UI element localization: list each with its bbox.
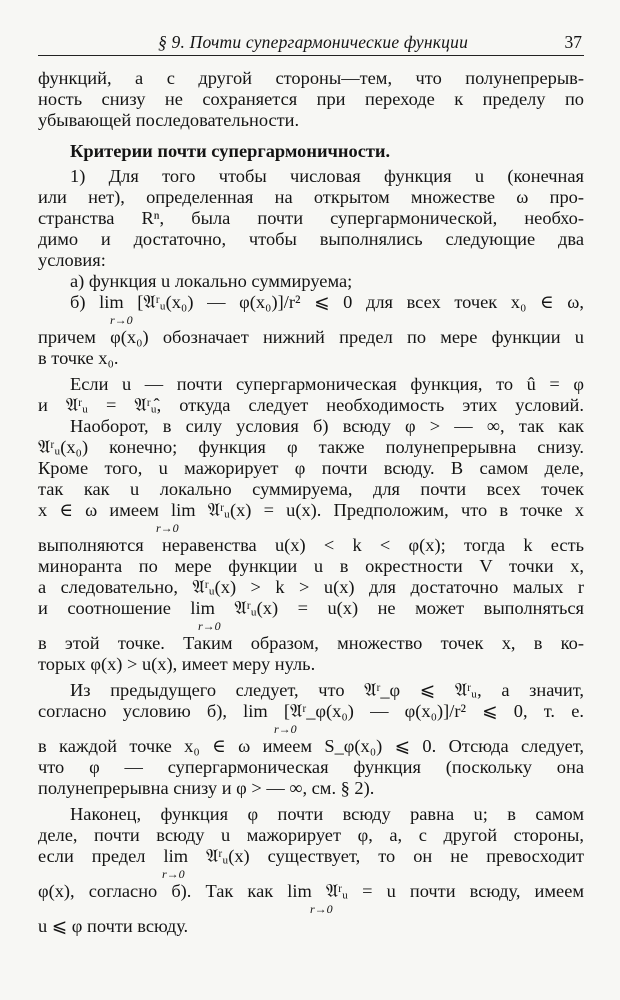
text-line: согласно условию б), lim [𝔄ʳ_φ(x₀) — φ(x₀)]/r² ⩽ 0, т. е. [38,701,584,721]
text-line: а) функция u локально суммируема; [70,271,353,291]
text-line: если предел lim 𝔄ʳᵤ(x) существует, то он не превосходит [38,846,584,866]
text-line: в каждой точке x₀ ∈ ω имеем S_φ(x₀) ⩽ 0. Отсюда следует, [38,736,584,756]
limit-subscript: r→0 [156,521,179,535]
running-head [38,30,584,56]
text-line: ность снизу не сохраняется при переходе к пределу по [38,89,584,109]
text-line: деле, почти всюду u мажорирует φ, а, с другой стороны, [38,825,584,845]
page-number: 37 [564,32,582,52]
text-line: в точке x₀. [38,348,119,368]
section-heading: Критерии почти супергармоничности. [70,141,391,161]
text-line: странства Rⁿ, была почти супергармонической, необхо- [38,208,584,228]
text-line: 1) Для того чтобы числовая функция u (конечная [70,166,584,186]
text-line: функций, а с другой стороны—тем, что полунепрерыв- [38,68,584,88]
text-line: так как u локально суммируема, для почти всех точек [38,479,584,499]
text-line: φ(x), согласно б). Так как lim 𝔄ʳᵤ = u почти всюду, имеем [38,881,584,901]
text-line: Если u — почти супергармоническая функция, то û = φ [70,374,584,394]
text-line: условия: [38,250,106,270]
text-line: в этой точке. Таким образом, множество точек x, в ко- [38,633,584,653]
text-line: а следовательно, 𝔄ʳᵤ(x) > k > u(x) для достаточно малых r [38,577,584,597]
text-line: миноранта по мере функции u в окрестности V точки x, [38,556,584,576]
text-line: причем φ(x₀) обозначает нижний предел по мере функции u [38,327,584,347]
text-line: б) lim [𝔄ʳᵤ(x₀) — φ(x₀)]/r² ⩽ 0 для всех точек x₀ ∈ ω, [70,292,584,312]
text-line: или нет), определенная на открытом множестве ω про- [38,187,584,207]
header-rule [38,55,584,56]
text-line: Наоборот, в силу условия б) всюду φ > — ∞, так как [70,416,584,436]
text-line: Из предыдущего следует, что 𝔄ʳ_φ ⩽ 𝔄ʳᵤ, а значит, [70,680,584,700]
limit-subscript: r→0 [310,902,333,916]
text-line: Кроме того, u мажорирует φ почти всюду. В самом деле, [38,458,584,478]
text-line: x ∈ ω имеем lim 𝔄ʳᵤ(x) = u(x). Предположим, что в точке x [38,500,584,520]
text-line: и 𝔄ʳᵤ = 𝔄ʳᵤ̂, откуда следует необходимость этих условий. [38,395,584,415]
text-line: u ⩽ φ почти всюду. [38,916,189,936]
text-line: полунепрерывна снизу и φ > — ∞, см. § 2). [38,778,375,798]
text-line: выполняются неравенства u(x) < k < φ(x); тогда k есть [38,535,584,555]
text-line: димо и достаточно, чтобы выполнялись следующие два [38,229,584,249]
text-line: 𝔄ʳᵤ(x₀) конечно; функция φ также полунепрерывна снизу. [38,437,584,457]
limit-subscript: r→0 [198,619,221,633]
text-line: торых φ(x) > u(x), имеет меру нуль. [38,654,316,674]
limit-subscript: r→0 [110,313,133,327]
text-line: убывающей последовательности. [38,110,300,130]
text-line: что φ — супергармоническая функция (поскольку она [38,757,584,777]
section-title: § 9. Почти супергармонические функции [158,32,469,52]
page-body [38,68,584,937]
text-line: Наконец, функция φ почти всюду равна u; в самом [70,804,584,824]
text-line: и соотношение lim 𝔄ʳᵤ(x) = u(x) не может выполняться [38,598,584,618]
limit-subscript: r→0 [162,867,185,881]
limit-subscript: r→0 [274,722,297,736]
